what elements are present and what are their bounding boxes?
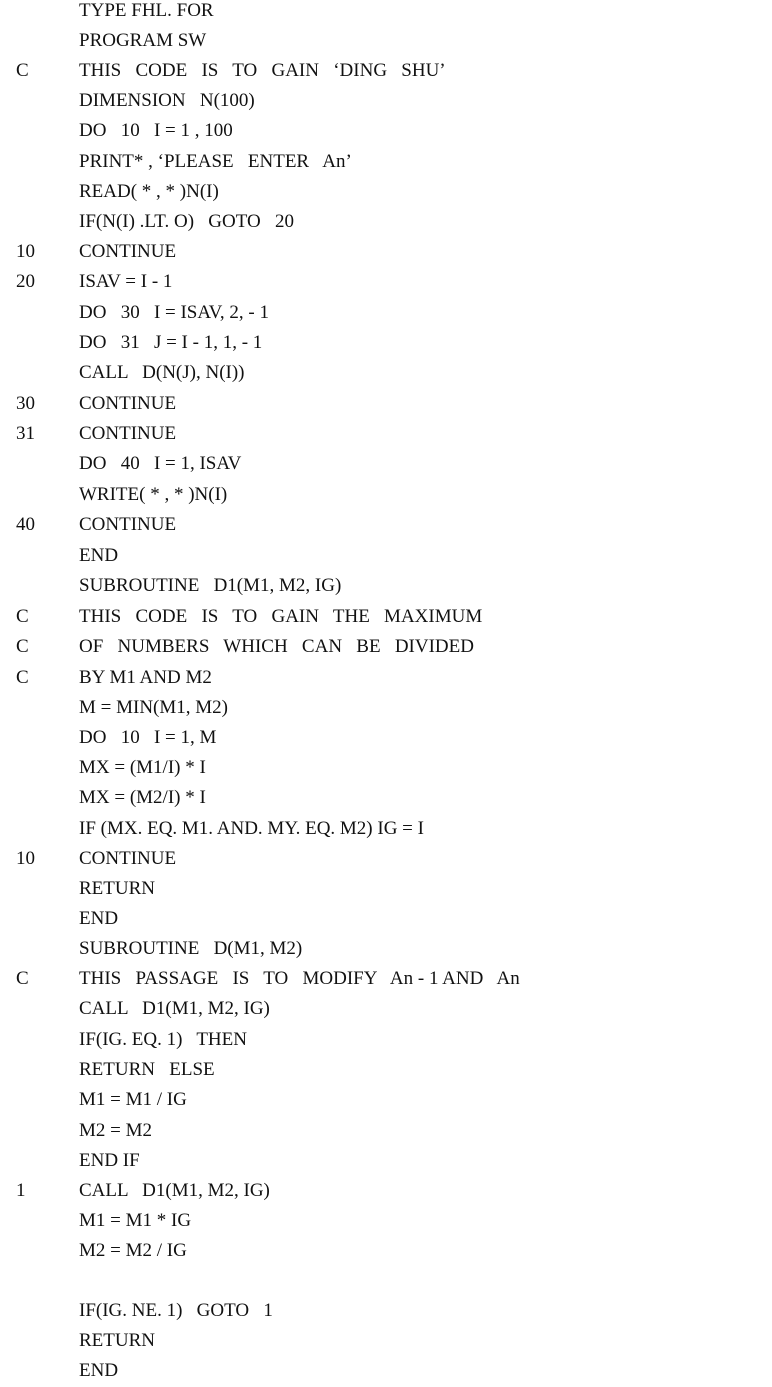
statement-label: C [16,968,29,989]
statement-text: CONTINUE [79,848,177,869]
code-line [0,358,772,388]
statement-text: DO 10 I = 1, M [79,727,217,748]
statement-text: IF(IG. EQ. 1) THEN [79,1029,247,1050]
code-line [0,1025,772,1055]
statement-text: MX = (M2/I) * I [79,787,206,808]
statement-label: 30 [16,393,35,414]
statement-text: TYPE FHL. FOR [79,0,214,21]
statement-text: DO 10 I = 1 , 100 [79,120,233,141]
code-line [0,541,772,571]
statement-text: CALL D1(M1, M2, IG) [79,1180,270,1201]
code-line [0,207,772,237]
statement-text: THIS PASSAGE IS TO MODIFY An - 1 AND An [79,968,520,989]
code-line [0,449,772,479]
statement-text: WRITE( * , * )N(I) [79,484,228,505]
statement-text: CONTINUE [79,514,177,535]
statement-text: PRINT* , ‘PLEASE ENTER An’ [79,151,352,172]
statement-label: 40 [16,514,35,535]
code-line [0,994,772,1024]
statement-text: CONTINUE [79,241,177,262]
statement-label: 31 [16,423,35,444]
code-line [0,177,772,207]
code-line [0,510,772,540]
statement-text: RETURN [79,878,155,899]
code-line [0,934,772,964]
statement-label: 20 [16,271,35,292]
statement-text: END [79,1360,119,1381]
code-line [0,571,772,601]
code-line [0,298,772,328]
code-line [0,663,772,693]
code-line [0,1116,772,1146]
statement-text: DO 40 I = 1, ISAV [79,453,242,474]
statement-text: BY M1 AND M2 [79,667,212,688]
statement-label: C [16,636,29,657]
statement-text: M2 = M2 / IG [79,1240,187,1261]
statement-text: ISAV = I - 1 [79,271,173,292]
statement-text: IF(IG. NE. 1) GOTO 1 [79,1300,273,1321]
code-line [0,1085,772,1115]
statement-text: CONTINUE [79,393,177,414]
code-line [0,328,772,358]
code-line [0,1176,772,1206]
code-line [0,753,772,783]
statement-text: END [79,908,119,929]
statement-label: C [16,606,29,627]
code-line [0,147,772,177]
statement-label: C [16,667,29,688]
statement-label: 1 [16,1180,26,1201]
code-line [0,1236,772,1266]
statement-text: DIMENSION N(100) [79,90,255,111]
statement-label: 10 [16,848,35,869]
statement-text: CALL D(N(J), N(I)) [79,362,245,383]
statement-text: IF (MX. EQ. M1. AND. MY. EQ. M2) IG = I [79,818,424,839]
statement-text: M2 = M2 [79,1120,153,1141]
code-line [0,1055,772,1085]
code-line [0,723,772,753]
statement-text: READ( * , * )N(I) [79,181,219,202]
code-line [0,116,772,146]
statement-text: PROGRAM SW [79,30,207,51]
statement-text: CONTINUE [79,423,177,444]
code-line [0,783,772,813]
statement-text: SUBROUTINE D1(M1, M2, IG) [79,575,342,596]
code-line [0,419,772,449]
statement-label: 10 [16,241,35,262]
statement-text: END IF [79,1150,140,1171]
statement-text: CALL D1(M1, M2, IG) [79,998,270,1019]
statement-text: OF NUMBERS WHICH CAN BE DIVIDED [79,636,474,657]
code-line [0,1356,772,1386]
code-line [0,1146,772,1176]
statement-text: THIS CODE IS TO GAIN ‘DING SHU’ [79,60,446,81]
statement-text: M = MIN(M1, M2) [79,697,228,718]
statement-text: END [79,545,119,566]
code-line [0,1296,772,1326]
statement-text: RETURN [79,1330,155,1351]
code-line [0,389,772,419]
code-line [0,1326,772,1356]
statement-text: DO 31 J = I - 1, 1, - 1 [79,332,263,353]
code-line [0,267,772,297]
code-line [0,874,772,904]
statement-text: M1 = M1 * IG [79,1210,192,1231]
statement-text: M1 = M1 / IG [79,1089,187,1110]
statement-text: RETURN ELSE [79,1059,215,1080]
code-line [0,480,772,510]
statement-text: MX = (M1/I) * I [79,757,206,778]
code-line [0,0,772,26]
code-line [0,844,772,874]
code-line [0,86,772,116]
code-line [0,904,772,934]
statement-text: IF(N(I) .LT. O) GOTO 20 [79,211,294,232]
statement-text: DO 30 I = ISAV, 2, - 1 [79,302,269,323]
code-line [0,602,772,632]
code-line [0,237,772,267]
code-line [0,1206,772,1236]
code-line [0,26,772,56]
code-line [0,964,772,994]
code-line [0,632,772,662]
statement-text: THIS CODE IS TO GAIN THE MAXIMUM [79,606,483,627]
statement-label: C [16,60,29,81]
code-line [0,814,772,844]
statement-text: SUBROUTINE D(M1, M2) [79,938,303,959]
code-line [0,56,772,86]
code-line [0,693,772,723]
